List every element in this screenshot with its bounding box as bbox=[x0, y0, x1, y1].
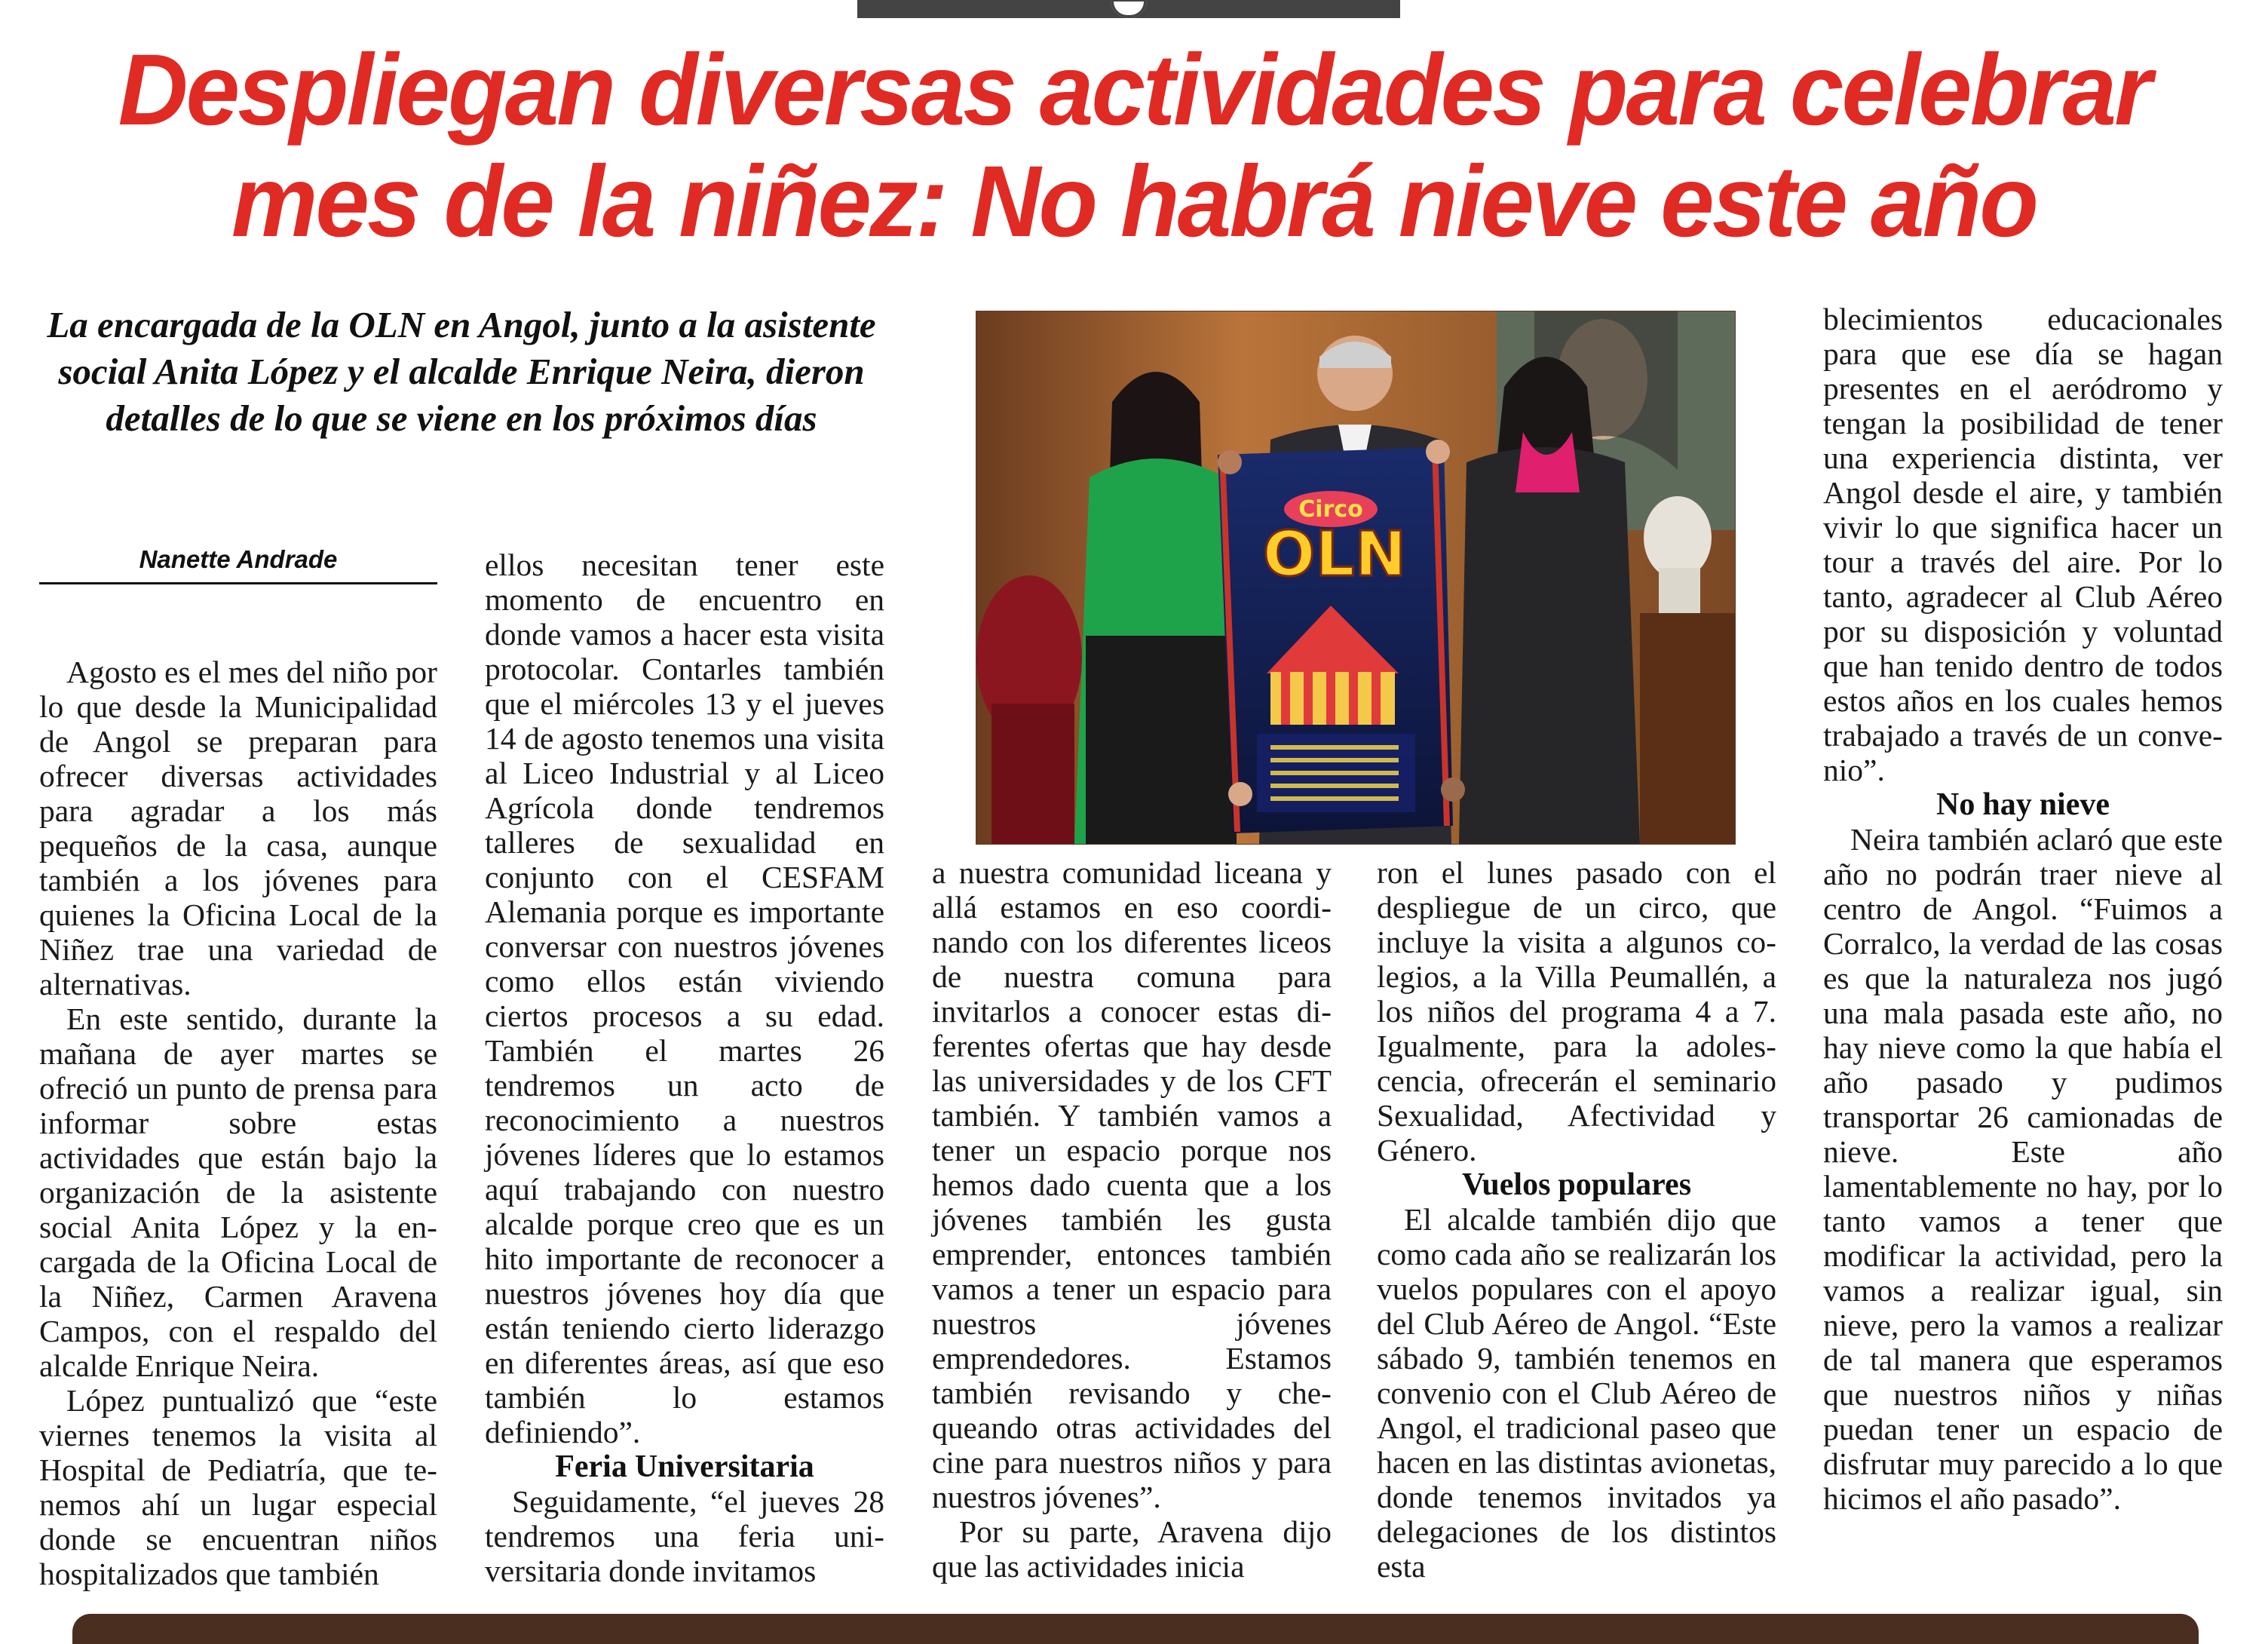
article-column-4 bbox=[1377, 855, 1776, 1584]
footer-band bbox=[72, 1614, 2199, 1644]
article-photo bbox=[976, 311, 1736, 845]
paragraph: Neira también aclaró que este año no podrán traer nieve al centro de Angol. “Fuimos a Corralco, la verdad de las cosas es que la naturaleza nos jugó una mala pasada este año, no hay nieve como la que había el año pasado y pudimos transportar 26 camionadas de nieve. Este año lamentablemente no hay, por lo tanto vamos a tener que modificar la actividad, pero la vamos a realizar igual, sin nieve, pero la vamos a realizar de tal manera que esperamos que nuestros niños y niñas puedan tener un espacio de disfrutar muy parecido a lo que hicimos el año pasado”. bbox=[1823, 822, 2223, 1516]
byline: Nanette Andrade bbox=[39, 543, 437, 584]
headline-line-1: Despliegan diversas actividades para celebrar bbox=[118, 34, 2150, 146]
headline bbox=[89, 35, 2179, 258]
article-column-1 bbox=[39, 655, 437, 1591]
article-column-3 bbox=[932, 855, 1332, 1584]
paragraph: ellos necesitan tener este momento de encuentro en donde vamos a hacer esta visita protocolar. Contarles también que el miércoles 13 y el jueves 14 de agosto tenemos una visita al Liceo Industrial y al Liceo Agrícola donde tendremos talleres de sexualidad en conjunto con el CESFAM Alemania porque es importante conversar con nuestros jóvenes como ellos están viviendo ciertos procesos a su edad. También el martes 26 tendremos un acto de reconocimiento a nuestros jóvenes líderes que lo estamos aquí trabajando con nuestro alcalde porque creo que es un hito importante de reconocer a nuestros jóvenes hoy día que están teniendo cierto liderazgo en diferentes áreas, así que eso también lo estamos definiendo”. bbox=[485, 547, 884, 1449]
woman-right bbox=[1459, 447, 1640, 844]
paragraph: López puntualizó que “este viernes tenemos la visita al Hospital de Pediatría, que tenemos ahí un lugar especial donde se encuentran niños hospitalizados que también bbox=[39, 1383, 437, 1591]
top-bar bbox=[857, 0, 1400, 18]
paragraph: Agosto es el mes del niño por lo que desde la Municipalidad de Angol se preparan para ofrecer diversas actividades para agradar a los más pequeños de la casa, aunque también a los jóvenes para quienes la Oficina Local de la Niñez trae una variedad de alternativas. bbox=[39, 655, 437, 1001]
paragraph: ron el lunes pasado con el despliegue de un circo, que incluye la visita a algunos colegios, a la Villa Peumallén, a los niños del programa 4 a 7. Igualmente, para la adolescencia, ofrecerán el seminario Sexualidad, Afectividad y Género. bbox=[1377, 855, 1776, 1167]
paragraph: En este sentido, durante la mañana de ayer martes se ofreció un punto de prensa para informar sobre estas actividades que están bajo la organización de la asistente social Anita López y la encargada de la Oficina Local de la Niñez, Carmen Aravena Campos, con el respaldo del alcalde Enrique Neira. bbox=[39, 1001, 437, 1383]
poster-title-main: OLN bbox=[1262, 519, 1407, 590]
bust-statue bbox=[1644, 496, 1712, 579]
headline-line-2: mes de la niñez: No habrá nieve este año bbox=[231, 146, 2037, 258]
paragraph: a nuestra comunidad liceana y allá estamos en eso coordinando con los diferentes liceos de nuestra comuna para invitarlos a conocer estas diferentes ofertas que hay desde las universidades y de los CFT también. Y también vamos a tener un espacio porque nos hemos dado cuenta que a los jóvenes también les gusta emprender, entonces también vamos a tener un espacio para nuestros jóvenes emprendedores. Estamos también revisando y chequeando otras actividades del cine para nuestros niños y para nuestros jóvenes”. bbox=[932, 855, 1332, 1514]
paragraph: Por su parte, Aravena dijo que las actividades inicia bbox=[932, 1514, 1332, 1584]
section-heading-nieve: No hay nieve bbox=[1936, 787, 2110, 822]
paragraph: Seguidamente, “el jueves 28 tendremos una feria universitaria donde invitamos bbox=[485, 1484, 884, 1588]
section-heading-vuelos: Vuelos populares bbox=[1461, 1167, 1692, 1202]
paragraph: blecimientos educacionales para que ese día se hagan presentes en el aeródromo y tengan la posibilidad de tener una experiencia distinta, ver Angol desde el aire, y también vivir lo que significa hacer un tour a través del aire. Por lo tanto, agradecer al Club Aéreo por su disposición y voluntad que han tenido dentro de todos estos años en los cuales hemos trabajado a través de un convenio”. bbox=[1823, 302, 2223, 787]
section-heading-feria: Feria Universitaria bbox=[555, 1449, 814, 1484]
circus-poster bbox=[1218, 447, 1453, 833]
newspaper-emblem-icon bbox=[1111, 0, 1147, 18]
paragraph: El alcalde también dijo que como cada año se realizarán los vuelos populares con el apoyo del Club Aéreo de Angol. “Este sábado 9, también tenemos en convenio con el Club Aéreo de Angol, el tradicional paseo que hacen en las distintas avionetas, donde tenemos invitados ya delegaciones de los distintos esta bbox=[1377, 1202, 1776, 1584]
article-column-2 bbox=[485, 547, 884, 1588]
article-column-5 bbox=[1823, 302, 2223, 1516]
subheadline: La encargada de la OLN en Angol, junto a la asistente social Anita López y el alcalde Enrique Neira, dieron detalles de lo que se viene en los próximos días bbox=[47, 304, 876, 439]
poster-title-top: Circo bbox=[1298, 496, 1363, 523]
